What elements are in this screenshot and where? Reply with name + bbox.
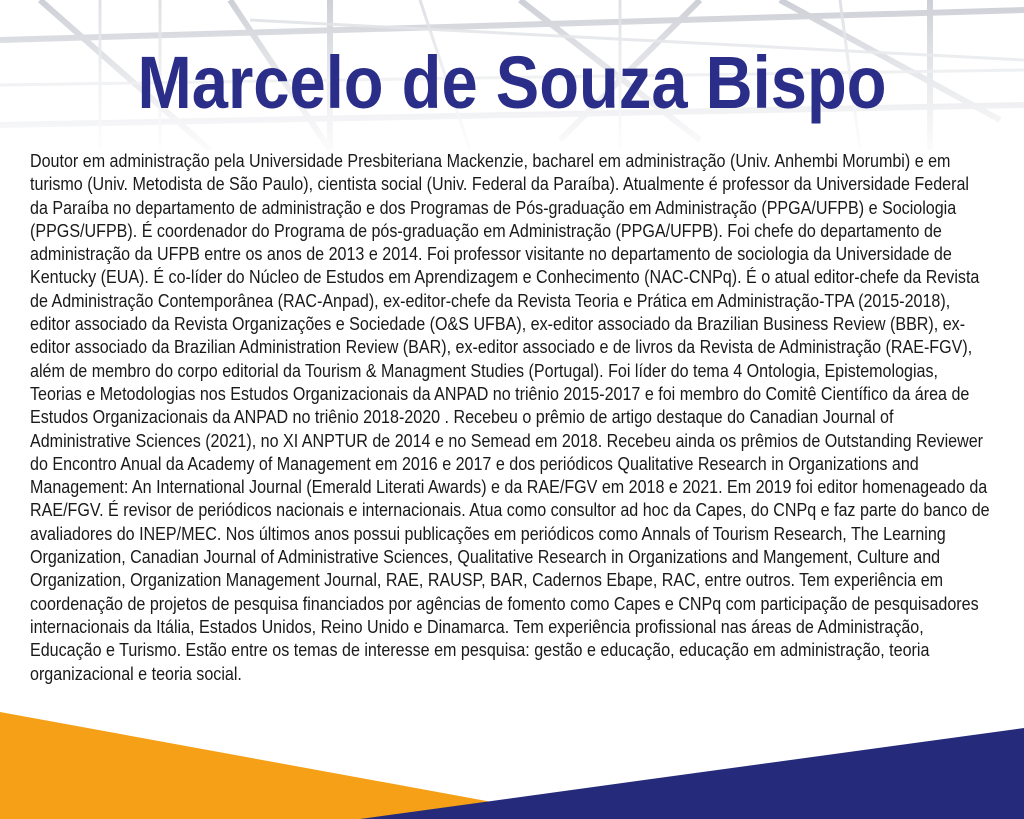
biography-text: Doutor em administração pela Universidade Presbiteriana Mackenzie, bacharel em administração (Univ. Anhembi Morumbi) e em turismo (Univ. Metodista de São Paulo), cientista social (Univ. Federal da Paraíba). Atualmente é professor da Universidade Federal da Paraíba no departamento de administração e dos Programas de Pós-graduação em Administração (PPGA/UFPB) e Sociologia (PPGS/UFPB). É coordenador do Programa de pós-graduação em Administração (PPGA/UFPB). Foi chefe do departamento de administração da UFPB entre os anos de 2013 e 2014. Foi professor visitante no departamento de sociologia da Universidade de Kentucky (EUA). É co-líder do Núcleo de Estudos em Aprendizagem e Conhecimento (NAC-CNPq). É o atual editor-chefe da Revista de Administração Contemporânea (RAC-Anpad), ex-editor-chefe da Revista Teoria e Prática em Administração-TPA (2015-2018), editor associado da Revista Organizações e Sociedade (O&S UFBA), ex-editor associado da Brazilian Business Review (BBR), ex-editor associado da Brazilian Administration Review (BAR), ex-editor associado e de livros da Revista de Administração (RAE-FGV), além de membro do corpo editorial da Tourism & Managment Studies (Portugal). Foi líder do tema 4 Ontologia, Epistemologias, Teorias e Metodologias nos Estudos Organizacionais da ANPAD no triênio 2015-2017 e foi membro do Comitê Científico da área de Estudos Organizacionais da ANPAD no triênio 2018-2020 . Recebeu o prêmio de artigo destaque do Canadian Journal of Administrative Sciences (2021), no XI ANPTUR de 2014 e no Semead em 2018. Recebeu ainda os prêmios de Outstanding Reviewer do Encontro Anual da Academy of Management em 2016 e 2017 e dos periódicos Qualitative Research in Organizations and Management: An International Journal (Emerald Literati Awards) e da RAE/FGV em 2018 e 2021. Em 2019 foi editor homenageado da RAE/FGV. É revisor de periódicos nacionais e internacionais. Atua como consultor ad hoc da Capes, do CNPq e faz parte do banco de avaliadores do INEP/MEC. Nos últimos anos possui publicações em periódicos como Annals of Tourism Research, The Learning Organization, Canadian Journal of Administrative Sciences, Qualitative Research in Organizations and Mangement, Culture and Organization, Organization Management Journal, RAE, RAUSP, BAR, Cadernos Ebape, RAC, entre outros. Tem experiência em coordenação de projetos de pesquisa financiados por agências de fomento como Capes e CNPq com participação de pesquisadores internacionais da Itália, Estados Unidos, Reino Unido e Dinamarca. Tem experiência profissional nas áreas de Administração, Educação e Turismo. Estão entre os temas de interesse em pesquisa: gestão e educação, educação em administração, teoria organizacional e teoria social. bbox=[30, 150, 990, 684]
page-title: Marcelo de Souza Bispo bbox=[137, 41, 887, 124]
